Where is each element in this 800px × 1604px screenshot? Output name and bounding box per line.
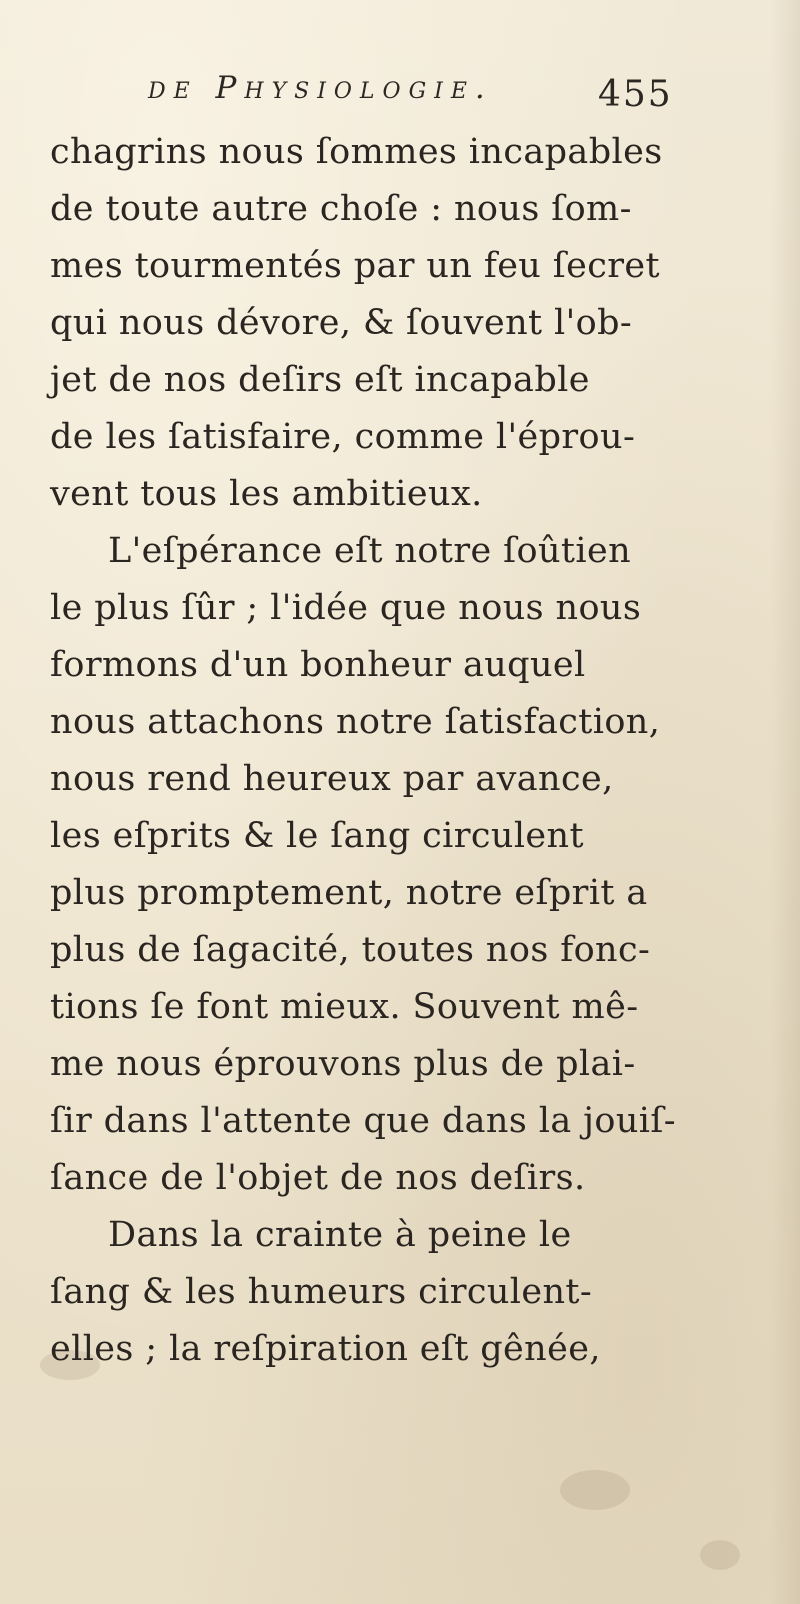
- text-line: mes tourmentés par un feu ſecret: [50, 246, 660, 286]
- text-line: nous attachons notre ſatisfaction,: [50, 702, 661, 742]
- text-line: jet de nos deſirs eſt incapable: [50, 360, 590, 400]
- running-title: de Physiologie.: [148, 70, 493, 106]
- text-line: le plus ſûr ; l'idée que nous nous: [50, 588, 642, 628]
- text-line: chagrins nous ſommes incapables: [50, 132, 663, 172]
- text-line: qui nous dévore, & ſouvent l'ob-: [50, 303, 633, 343]
- page-number: 455: [598, 74, 673, 115]
- text-line: ſang & les humeurs circulent-: [50, 1272, 593, 1312]
- page-edge-shadow: [770, 0, 800, 1604]
- text-line: ſir dans l'attente que dans la jouiſ-: [50, 1101, 676, 1141]
- text-line: nous rend heureux par avance,: [50, 759, 614, 799]
- text-line: les eſprits & le ſang circulent: [50, 816, 584, 856]
- text-line: formons d'un bonheur auquel: [50, 645, 586, 685]
- running-head: [148, 70, 688, 120]
- text-line: plus de ſagacité, toutes nos fonc-: [50, 930, 651, 970]
- text-line: plus promptement, notre eſprit a: [50, 873, 648, 913]
- body-text: [50, 124, 690, 1378]
- text-line: Dans la crainte à peine le: [108, 1215, 572, 1255]
- paper-stain: [700, 1540, 740, 1570]
- text-line: de toute autre choſe : nous ſom-: [50, 189, 632, 229]
- text-line: de les ſatisfaire, comme l'éprou-: [50, 417, 636, 457]
- paper-stain: [560, 1470, 630, 1510]
- text-line: L'eſpérance eſt notre ſoûtien: [108, 531, 632, 571]
- text-line: tions ſe font mieux. Souvent mê-: [50, 987, 639, 1027]
- text-line: elles ; la reſpiration eſt gênée,: [50, 1329, 601, 1369]
- text-line: me nous éprouvons plus de plai-: [50, 1044, 636, 1084]
- text-line: vent tous les ambitieux.: [50, 474, 483, 514]
- text-line: ſance de l'objet de nos deſirs.: [50, 1158, 586, 1198]
